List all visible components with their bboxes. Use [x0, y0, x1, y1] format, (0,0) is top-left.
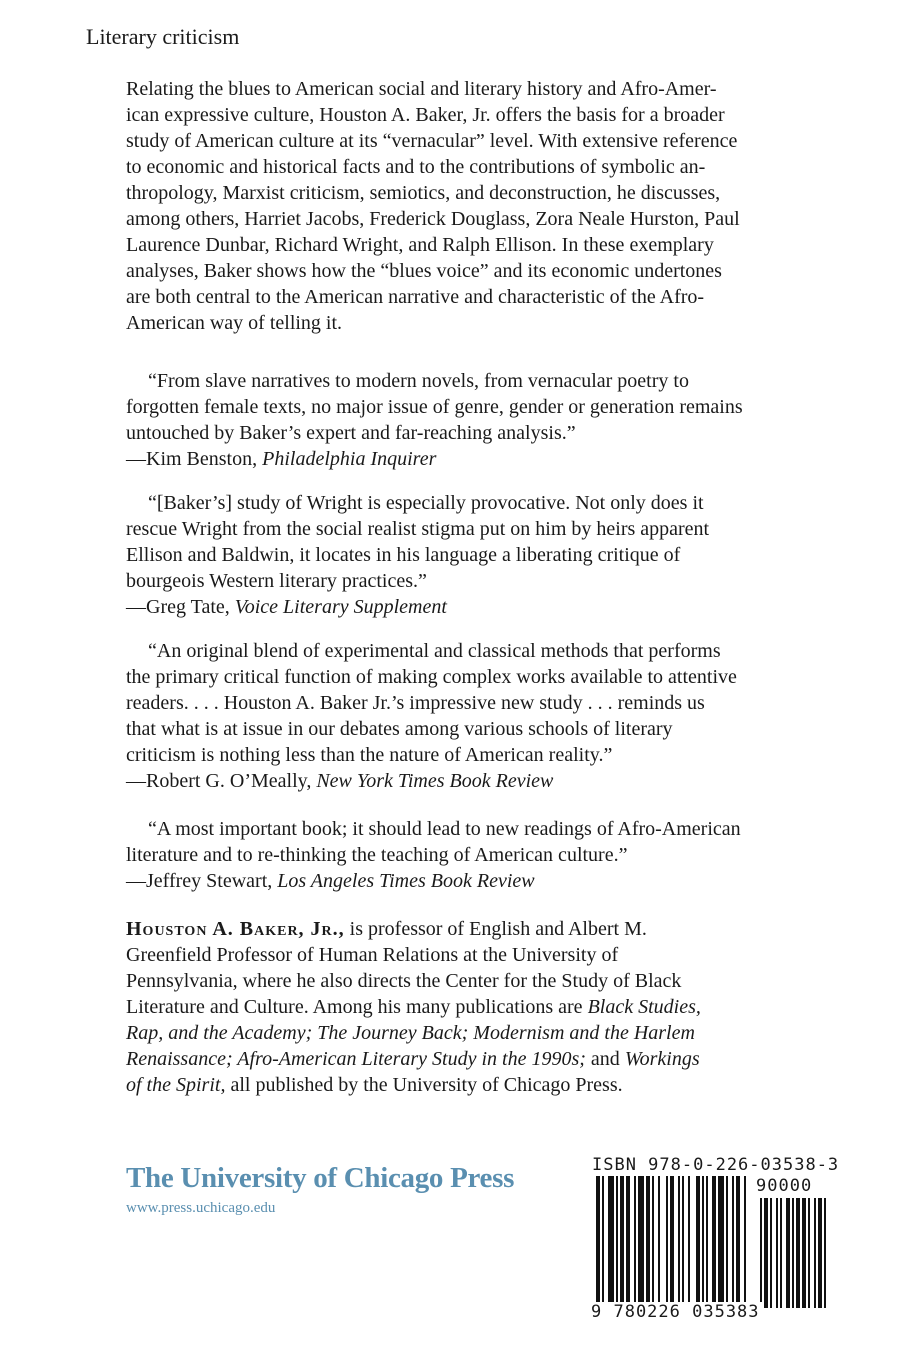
barcode-image [596, 1176, 836, 1316]
bio-line: Greenfield Professor of Human Relations at the University of [126, 944, 619, 966]
barcode-bar [652, 1176, 654, 1308]
review-source: Philadelphia Inquirer [262, 448, 437, 470]
bio-line [126, 1072, 816, 1098]
review-line: bourgeois Western literary practices.” [126, 570, 427, 592]
barcode-bar [620, 1176, 624, 1308]
publisher-url: www.press.uchicago.edu [126, 1200, 276, 1216]
barcode-bar [696, 1176, 700, 1308]
barcode-bar [596, 1176, 600, 1308]
description-line: American way of telling it. [126, 312, 343, 334]
description-line: Laurence Dunbar, Richard Wright, and Ralph Ellison. In these exemplary [126, 234, 714, 256]
publisher-name: The University of Chicago Press [126, 1162, 515, 1194]
review-line: forgotten female texts, no major issue of genre, gender or generation remains [126, 396, 743, 418]
bio-line: Pennsylvania, where he also directs the Center for the Study of Black [126, 970, 682, 992]
barcode-bar [706, 1176, 708, 1308]
review-line: “An original blend of experimental and classical methods that performs [148, 640, 721, 662]
review-source: Voice Literary Supplement [234, 596, 447, 618]
barcode-bar [658, 1176, 660, 1308]
review-line: literature and to re-thinking the teaching of American culture.” [126, 844, 628, 866]
author-name: Houston A. Baker, Jr., [126, 918, 345, 940]
review-source: New York Times Book Review [316, 770, 554, 792]
review-attribution [126, 446, 816, 472]
barcode-bar [646, 1176, 650, 1308]
review-line: criticism is nothing less than the nature of American reality.” [126, 744, 613, 766]
barcode-bar [712, 1176, 716, 1308]
description-line: analyses, Baker shows how the “blues voice” and its economic undertones [126, 260, 722, 282]
barcode-bar [616, 1176, 618, 1308]
barcode-addon-bar [824, 1198, 826, 1308]
book-title: Black Studies, [587, 996, 701, 1018]
barcode-addon-bar [764, 1198, 768, 1308]
barcode-bar [666, 1176, 668, 1308]
barcode-bar [682, 1176, 684, 1308]
review-quote-2 [126, 490, 816, 620]
barcode-addon-bar [770, 1198, 772, 1308]
author-bio [126, 916, 816, 1098]
category-label: Literary criticism [86, 24, 240, 49]
review-line: untouched by Baker’s expert and far-reaching analysis.” [126, 422, 576, 444]
review-line: the primary critical function of making complex works available to attentive [126, 666, 737, 688]
review-source: Los Angeles Times Book Review [277, 870, 535, 892]
barcode-addon-bar [818, 1198, 822, 1308]
review-attribution [126, 768, 816, 794]
book-description [126, 76, 816, 336]
book-title: of the Spirit, [126, 1074, 226, 1096]
description-line: thropology, Marxist criticism, semiotics, and deconstruction, he discusses, [126, 182, 721, 204]
barcode-bar [702, 1176, 704, 1308]
barcode-addon-bar [802, 1198, 806, 1308]
barcode-bar [688, 1176, 690, 1308]
barcode-bar [626, 1176, 630, 1308]
review-line: “A most important book; it should lead to new readings of Afro-American [148, 818, 741, 840]
price-code: 90000 [756, 1176, 813, 1196]
barcode-bar [638, 1176, 644, 1308]
reviewer-name: —Robert G. O’Meally, [126, 770, 317, 792]
book-title: Renaissance; Afro-American Literary Study in the 1990s; [126, 1048, 586, 1070]
review-attribution [126, 594, 816, 620]
barcode-bar [634, 1176, 636, 1308]
review-line: “From slave narratives to modern novels, from vernacular poetry to [148, 370, 689, 392]
description-line: among others, Harriet Jacobs, Frederick Douglass, Zora Neale Hurston, Paul [126, 208, 740, 230]
review-line: “[Baker’s] study of Wright is especially provocative. Not only does it [148, 492, 704, 514]
barcode-addon-bar [814, 1198, 816, 1308]
barcode-addon-bar [808, 1198, 810, 1308]
bio-text: is professor of English and Albert M. [344, 918, 647, 940]
review-line: readers. . . . Houston A. Baker Jr.’s impressive new study . . . reminds us [126, 692, 705, 714]
review-quote-1 [126, 368, 816, 472]
barcode-bar [744, 1176, 746, 1308]
isbn-label: ISBN 978-0-226-03538-3 [592, 1155, 840, 1175]
description-line: are both central to the American narrative and characteristic of the Afro- [126, 286, 705, 308]
barcode-bar [608, 1176, 614, 1308]
barcode-bar [732, 1176, 734, 1308]
description-line: Relating the blues to American social and literary history and Afro-Amer- [126, 78, 717, 100]
barcode-bar [678, 1176, 680, 1308]
barcode-addon-bar [792, 1198, 794, 1308]
book-title: Rap, and the Academy; The Journey Back; Modernism and the Harlem [126, 1022, 695, 1044]
bio-line [126, 1046, 816, 1072]
review-quote-3 [126, 638, 816, 794]
reviewer-name: —Kim Benston, [126, 448, 263, 470]
barcode-bar [726, 1176, 728, 1308]
bio-line [126, 994, 816, 1020]
bio-text: Literature and Culture. Among his many publications are [126, 996, 588, 1018]
review-attribution [126, 868, 816, 894]
review-line: that what is at issue in our debates among various schools of literary [126, 718, 673, 740]
bio-line [126, 1020, 816, 1046]
reviewer-name: —Jeffrey Stewart, [126, 870, 278, 892]
reviewer-name: —Greg Tate, [126, 596, 235, 618]
description-line: ican expressive culture, Houston A. Baker, Jr. offers the basis for a broader [126, 104, 725, 126]
barcode-bar [670, 1176, 674, 1308]
barcode-bar [718, 1176, 724, 1308]
review-line: Ellison and Baldwin, it locates in his language a liberating critique of [126, 544, 681, 566]
barcode-addon-bar [796, 1198, 800, 1308]
barcode-addon-bar [786, 1198, 790, 1308]
review-line: rescue Wright from the social realist stigma put on him by heirs apparent [126, 518, 710, 540]
description-line: to economic and historical facts and to the contributions of symbolic an- [126, 156, 706, 178]
bio-text: all published by the University of Chicago Press. [225, 1074, 623, 1096]
description-line: study of American culture at its “vernacular” level. With extensive reference [126, 130, 738, 152]
barcode-addon-bar [780, 1198, 782, 1308]
barcode-bar [736, 1176, 740, 1308]
bio-line [126, 916, 816, 942]
barcode-bar [602, 1176, 604, 1308]
barcode-addon-bar [760, 1198, 762, 1308]
book-title: Workings [624, 1048, 700, 1070]
bio-text: and [585, 1048, 625, 1070]
barcode-digits: 9 780226 035383 [591, 1302, 760, 1322]
barcode-addon-bar [776, 1198, 778, 1308]
review-quote-4 [126, 816, 816, 894]
